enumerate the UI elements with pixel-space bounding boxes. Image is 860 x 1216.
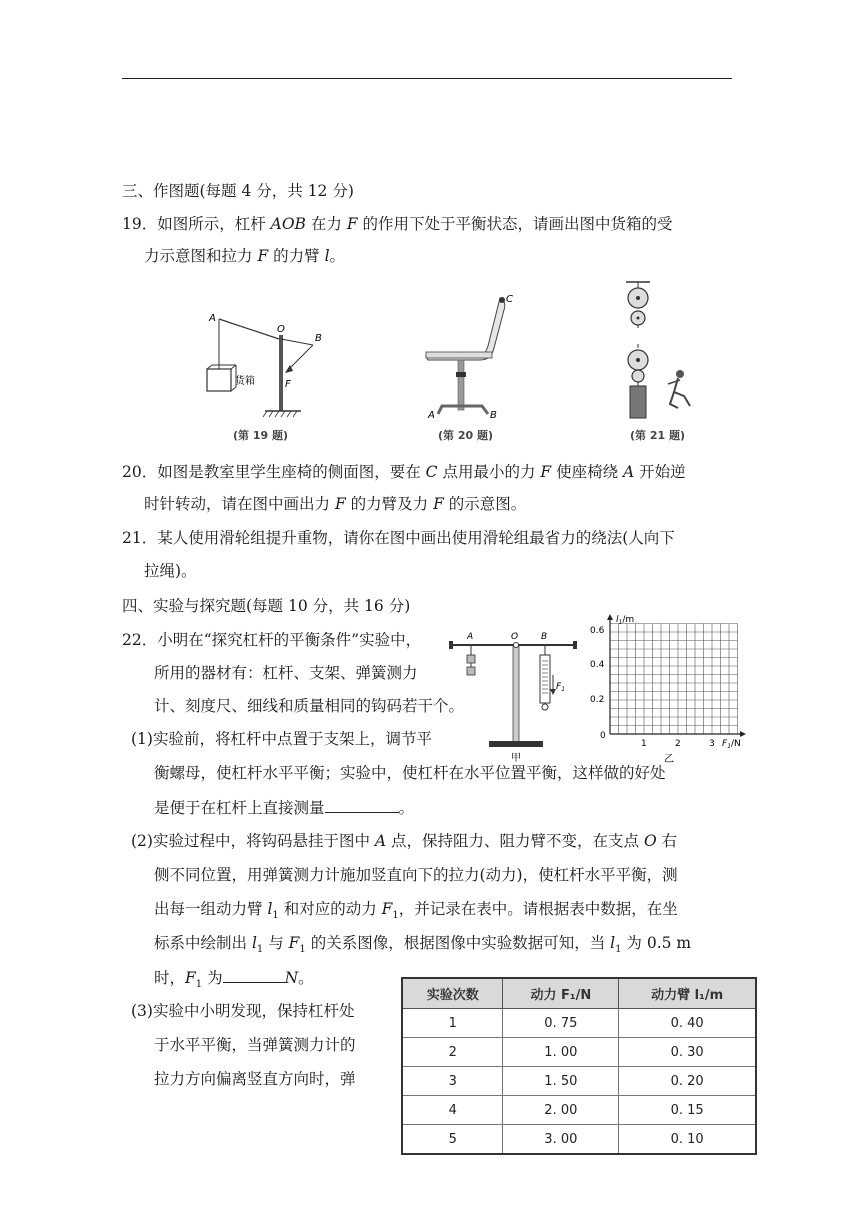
q22-part2-line-2: 侧不同位置，用弹簧测力计施加竖直向下的拉力(动力)，使杠杆水平平衡，测 <box>154 866 678 884</box>
section-4-title: 四、实验与探究题(每题 10 分，共 16 分) <box>122 597 411 615</box>
fig19-label-b: B <box>315 333 322 344</box>
x-tick-1: 1 <box>641 739 647 749</box>
fig21-caption: (第 21 题) <box>630 429 686 442</box>
table-cell: 1. 50 <box>503 1067 619 1096</box>
table-cell: 0. 10 <box>619 1125 756 1155</box>
x-axis-label: $F_1/N$ <box>722 739 741 750</box>
figure-21-pulley <box>600 280 720 450</box>
fig20-label-b: B <box>490 410 497 421</box>
x-tick-2: 2 <box>675 739 681 749</box>
figure-jia-lever <box>445 625 580 770</box>
figure-20-chair <box>418 288 538 448</box>
q22-intro-2: 所用的器材有：杠杆、支架、弹簧测力 <box>154 664 418 682</box>
y-axis-label: $l_1/m$ <box>616 615 635 626</box>
figure-19-lever <box>195 305 335 445</box>
table-row <box>402 1009 756 1038</box>
table-header-row <box>402 978 756 1009</box>
q22-part3-line-2: 于水平平衡，当弹簧测力计的 <box>154 1036 356 1054</box>
fig19-box-label: 货箱 <box>235 376 255 387</box>
fig19-label-f: F <box>285 379 291 390</box>
answer-blank-1[interactable] <box>325 797 399 813</box>
table-cell: 1 <box>402 1009 503 1038</box>
table-cell: 0. 40 <box>619 1009 756 1038</box>
section-3-title: 三、作图题(每题 4 分，共 12 分) <box>122 182 354 200</box>
q22-part3-line-3: 拉力方向偏离竖直方向时，弹 <box>154 1070 356 1088</box>
jia-label-o: O <box>511 632 519 642</box>
fig20-label-c: C <box>506 294 513 305</box>
q22-intro-3: 计、刻度尺、细线和质量相同的钩码若干个。 <box>154 697 465 715</box>
q22-part2-line-3: 出每一组动力臂 $l_1$ 和对应的动力 $F_1$，并记录在表中。请根据表中数据，在坐 <box>154 900 678 922</box>
q22-intro-1: 22．小明在“探究杠杆的平衡条件”实验中， <box>122 631 422 649</box>
jia-label-a: A <box>467 632 474 642</box>
table-cell: 1. 00 <box>503 1038 619 1067</box>
yi-caption: 乙 <box>664 754 674 765</box>
table-cell: 2 <box>402 1038 503 1067</box>
fig19-label-a: A <box>209 313 216 324</box>
fig19-label-o: O <box>277 324 285 335</box>
table-cell: 2. 00 <box>503 1096 619 1125</box>
q22-part2-line-5: 时，$F_1$ 为 N。 <box>154 969 314 991</box>
table-cell: 0. 20 <box>619 1067 756 1096</box>
table-cell: 4 <box>402 1096 503 1125</box>
table-cell: 0. 30 <box>619 1038 756 1067</box>
header-rule <box>122 78 732 79</box>
table-row <box>402 1125 756 1155</box>
figure-yi-graph <box>588 612 758 770</box>
experiment-data-table <box>401 977 757 1155</box>
q22-part1-line-1: (1)实验前，将杠杆中点置于支架上，调节平 <box>131 730 432 748</box>
q22-part1-line-2: 衡螺母，使杠杆水平平衡；实验中，使杠杆在水平位置平衡，这样做的好处 <box>154 764 666 782</box>
graph-grid <box>610 624 738 735</box>
q21-line-1: 21．某人使用滑轮组提升重物，请你在图中画出使用滑轮组最省力的绕法(人向下 <box>122 529 675 547</box>
jia-label-b: B <box>541 632 548 642</box>
q19-line-2: 力示意图和拉力 F 的力臂 l。 <box>144 247 346 265</box>
q22-part2-line-4: 标系中绘制出 $l_1$ 与 $F_1$ 的关系图像，根据图像中实验数据可知，当 $l_1$ 为 0.5 m <box>154 934 692 956</box>
table-cell: 0. 75 <box>503 1009 619 1038</box>
fig20-caption: (第 20 题) <box>438 429 494 442</box>
table-cell: 3. 00 <box>503 1125 619 1155</box>
table-row <box>402 1038 756 1067</box>
fig19-caption: (第 19 题) <box>233 429 289 442</box>
q22-part2-line-1: (2)实验过程中，将钩码悬挂于图中 A 点，保持阻力、阻力臂不变，在支点 O 右 <box>131 832 678 850</box>
table-row <box>402 1067 756 1096</box>
table-cell: 3 <box>402 1067 503 1096</box>
q22-part1-line-3: 是便于在杠杆上直接测量 。 <box>154 799 415 817</box>
q20-line-2: 时针转动，请在图中画出力 F 的力臂及力 F 的示意图。 <box>144 495 527 513</box>
table-cell: 5 <box>402 1125 503 1155</box>
jia-caption: 甲 <box>511 753 521 764</box>
y-tick-0: 0 <box>600 731 606 741</box>
q19-line-1: 19．如图所示，杠杆 AOB 在力 F 的作用下处于平衡状态，请画出图中货箱的受 <box>122 215 673 233</box>
table-row <box>402 1096 756 1125</box>
answer-blank-2[interactable] <box>223 967 285 983</box>
fig20-label-a: A <box>428 410 435 421</box>
jia-label-f1: $F_1$ <box>556 682 566 693</box>
table-header: 动力臂 l₁/m <box>619 978 756 1009</box>
table-header: 动力 F₁/N <box>503 978 619 1009</box>
q22-part3-line-1: (3)实验中小明发现，保持杠杆处 <box>131 1002 355 1020</box>
y-tick-0-2: 0.2 <box>590 695 605 705</box>
table-cell: 0. 15 <box>619 1096 756 1125</box>
y-tick-0-6: 0.6 <box>590 626 605 636</box>
y-tick-0-4: 0.4 <box>590 660 605 670</box>
q21-line-2: 拉绳)。 <box>144 562 197 580</box>
table-header: 实验次数 <box>402 978 503 1009</box>
x-tick-3: 3 <box>709 739 715 749</box>
q20-line-1: 20．如图是教室里学生座椅的侧面图，要在 C 点用最小的力 F 使座椅绕 A 开始逆 <box>122 463 686 481</box>
